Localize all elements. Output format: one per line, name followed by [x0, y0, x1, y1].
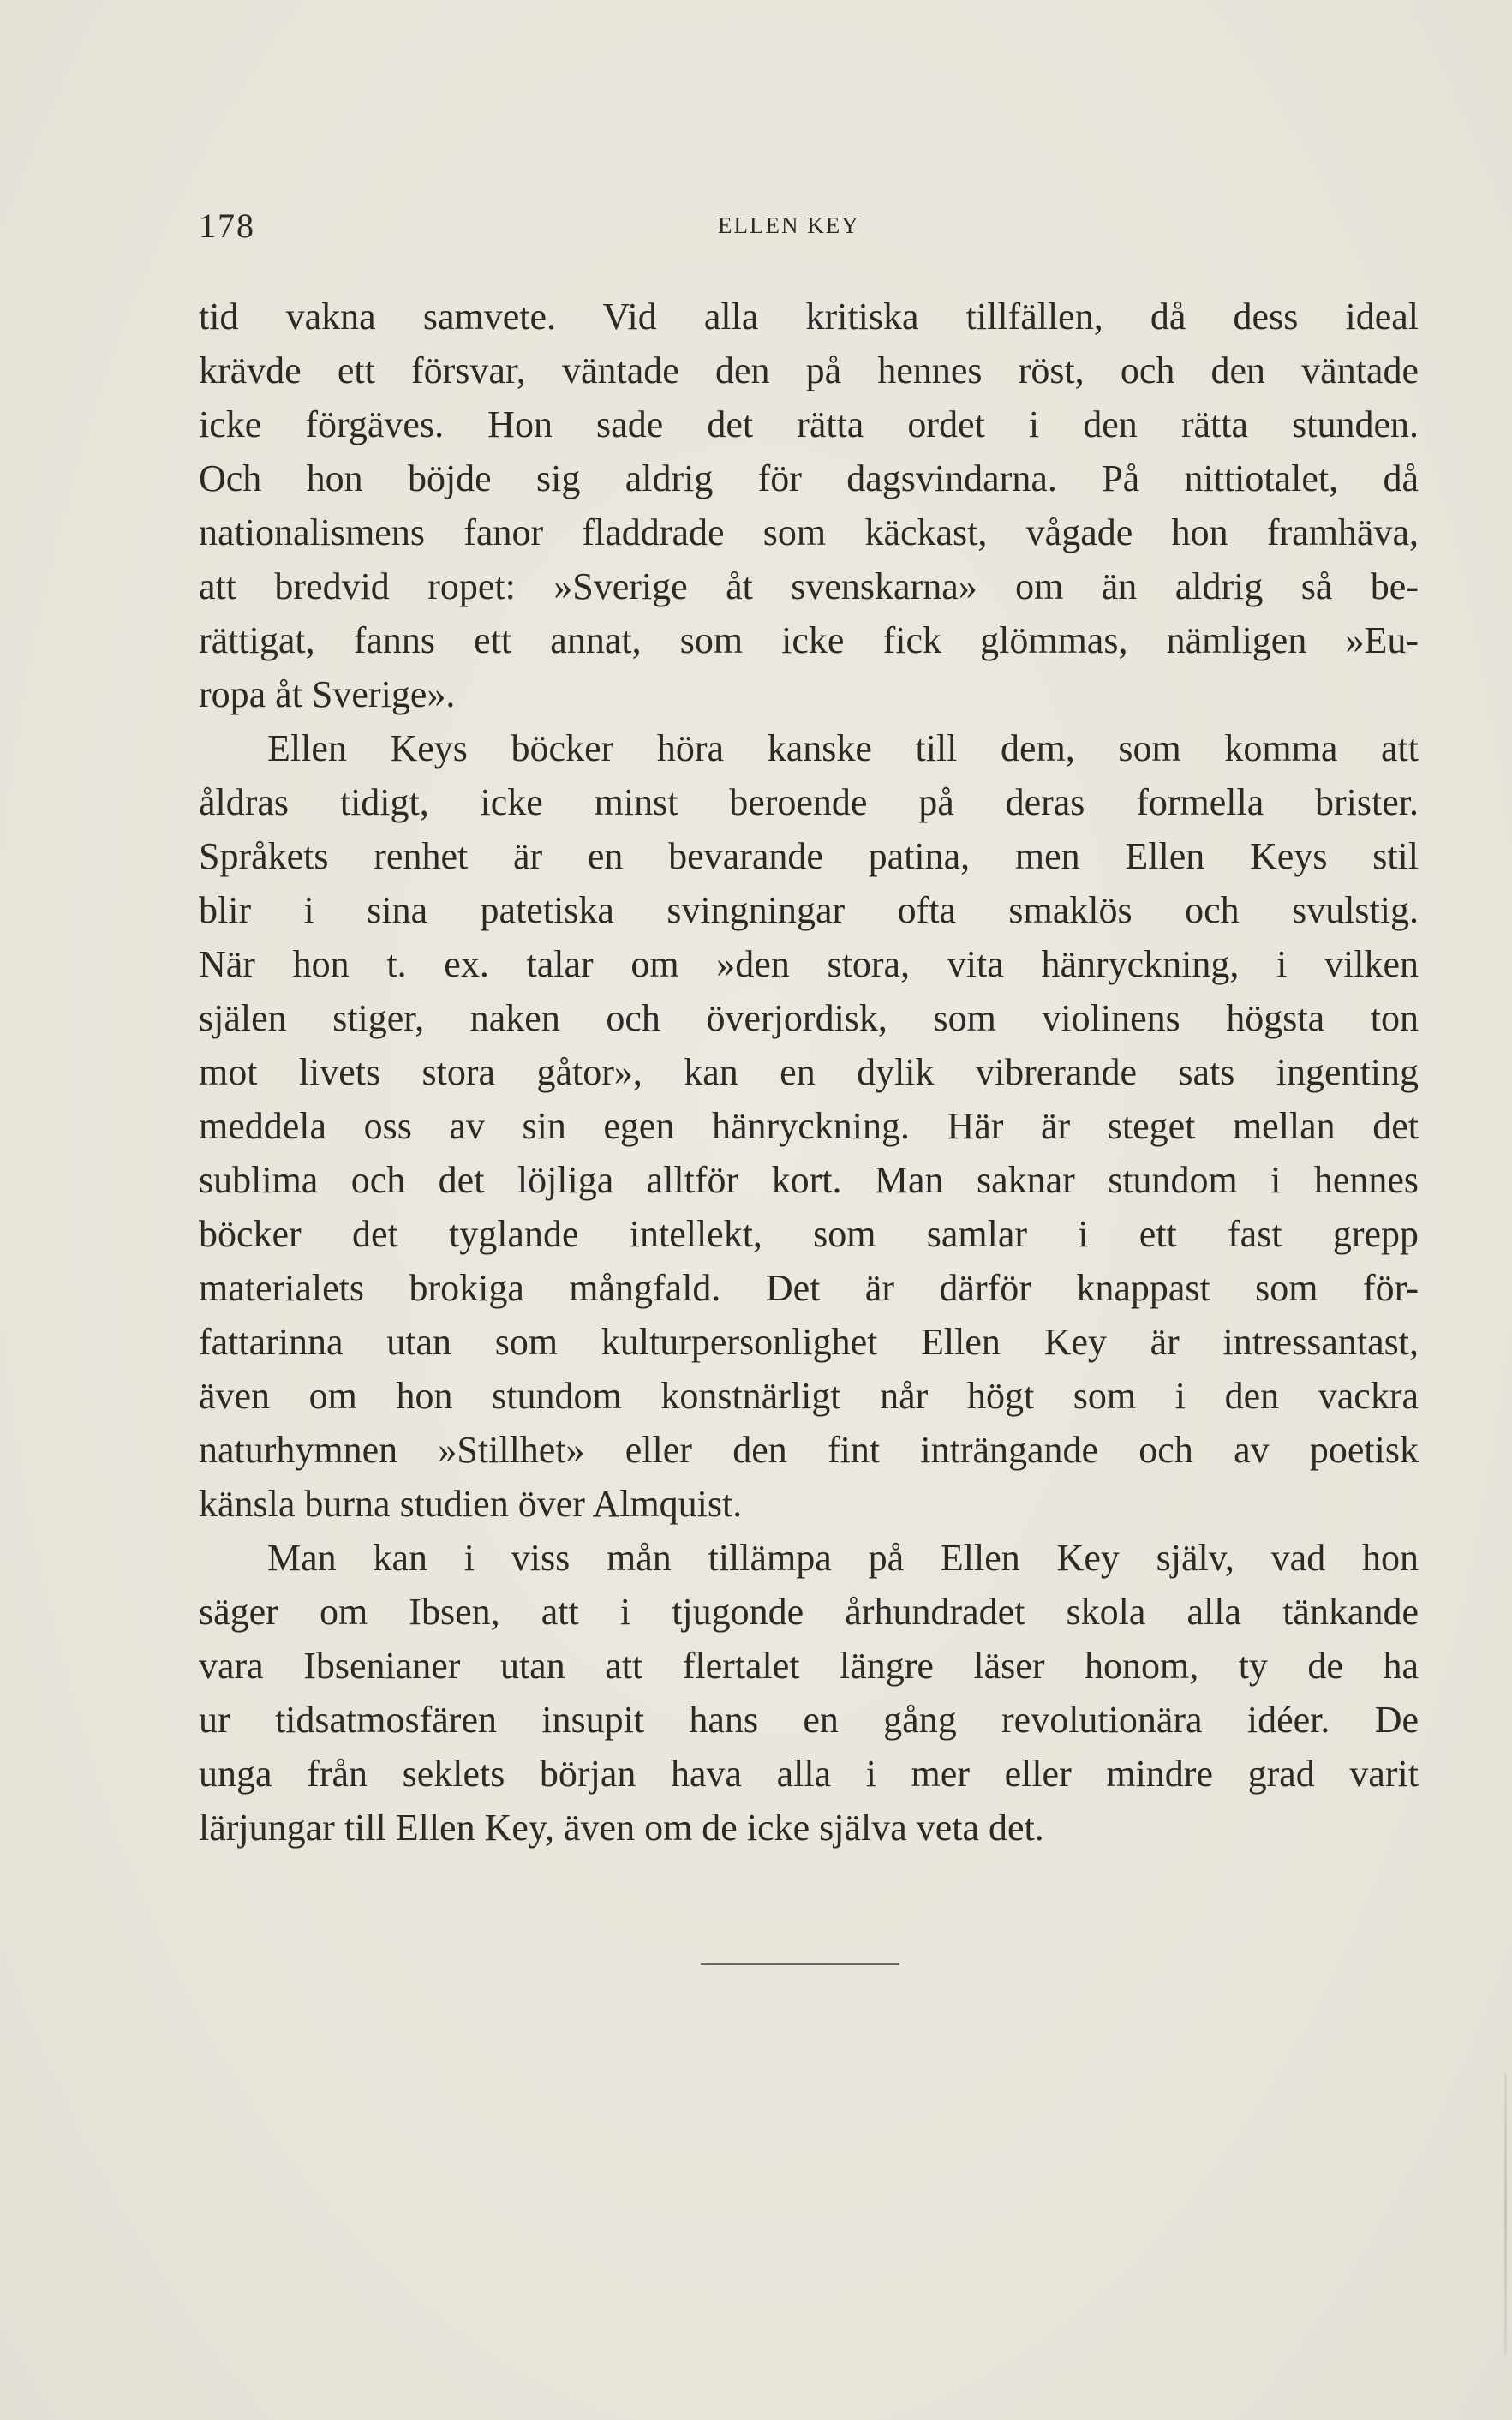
text-line: icke förgäves. Hon sade det rätta ordet i den rätta stunden.	[199, 403, 1419, 445]
text-line: känsla burna studien över Almquist.	[199, 1483, 743, 1525]
text-line: ur tidsatmosfären insupit hans en gång revolutionära idéer. De	[199, 1699, 1419, 1741]
text-line: Ellen Keys böcker höra kanske till dem, som komma att	[267, 727, 1419, 769]
text-line: nationalismens fanor fladdrade som käckast, vågade hon framhäva,	[199, 511, 1419, 553]
text-line: säger om Ibsen, att i tjugonde århundradet skola alla tänkande	[199, 1591, 1419, 1633]
text-line: När hon t. ex. talar om »den stora, vita hänryckning, i vilken	[199, 943, 1419, 985]
text-line: fattarinna utan som kulturpersonlighet Ellen Key är intressantast,	[199, 1321, 1419, 1363]
text-line: böcker det tyglande intellekt, som samlar i ett fast grepp	[199, 1213, 1419, 1255]
text-line: materialets brokiga mångfald. Det är därför knappast som för-	[199, 1267, 1419, 1309]
text-line: åldras tidigt, icke minst beroende på deras formella brister.	[199, 781, 1419, 823]
page-edge-shadow	[1504, 2073, 1507, 2356]
running-head	[199, 206, 1419, 245]
text-line: att bredvid ropet: »Sverige åt svenskarna» om än aldrig så be-	[199, 565, 1419, 607]
text-line: Man kan i viss mån tillämpa på Ellen Key själv, vad hon	[267, 1537, 1419, 1579]
running-title: ELLEN KEY	[718, 212, 860, 238]
text-line: ropa åt Sverige».	[199, 673, 456, 715]
text-line: Språkets renhet är en bevarande patina, men Ellen Keys stil	[199, 835, 1419, 877]
body-text	[199, 290, 1419, 1855]
text-line: tid vakna samvete. Vid alla kritiska tillfällen, då dess ideal	[199, 296, 1419, 338]
section-end-rule	[701, 1963, 899, 1965]
text-line: blir i sina patetiska svingningar ofta smaklös och svulstig.	[199, 889, 1419, 931]
text-line: sublima och det löjliga alltför kort. Man saknar stundom i hennes	[199, 1159, 1419, 1201]
text-line: naturhymnen »Stillhet» eller den fint inträngande och av poetisk	[199, 1429, 1419, 1471]
text-line: vara Ibsenianer utan att flertalet längre läser honom, ty de ha	[199, 1645, 1419, 1687]
page-number: 178	[199, 206, 255, 245]
text-line: meddela oss av sin egen hänryckning. Här är steget mellan det	[199, 1105, 1419, 1147]
text-line: mot livets stora gåtor», kan en dylik vibrerande sats ingenting	[199, 1051, 1419, 1093]
text-line: unga från seklets början hava alla i mer eller mindre grad varit	[199, 1753, 1419, 1795]
text-line: rättigat, fanns ett annat, som icke fick glömmas, nämligen »Eu-	[199, 619, 1419, 661]
text-line: själen stiger, naken och överjordisk, som violinens högsta ton	[199, 997, 1419, 1039]
text-line: krävde ett försvar, väntade den på hennes röst, och den väntade	[199, 350, 1419, 391]
text-line: Och hon böjde sig aldrig för dagsvindarna. På nittiotalet, då	[199, 457, 1419, 499]
text-line: även om hon stundom konstnärligt når högt som i den vackra	[199, 1375, 1419, 1417]
text-line: lärjungar till Ellen Key, även om de icke själva veta det.	[199, 1807, 1044, 1849]
